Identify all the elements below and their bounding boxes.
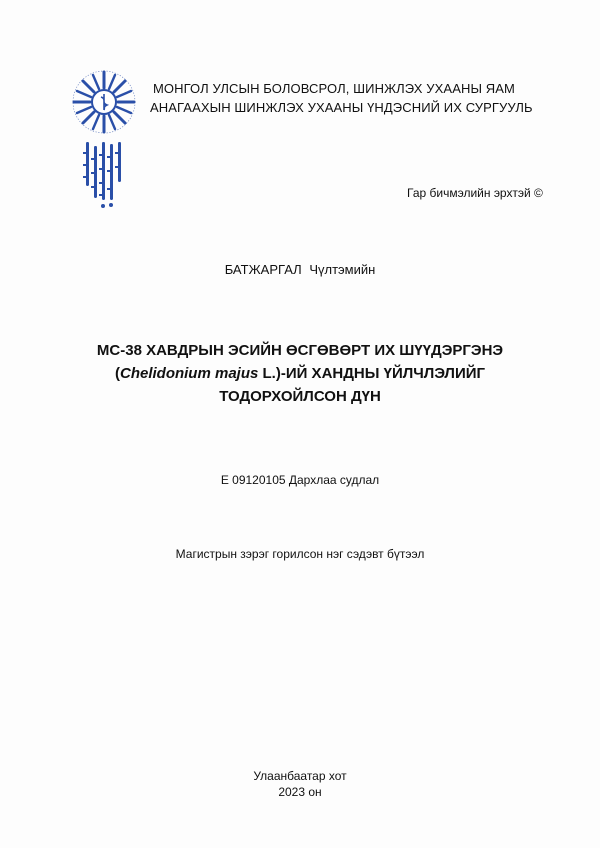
title-line-2 xyxy=(40,362,560,385)
place-and-year xyxy=(0,768,600,800)
year: 2023 он xyxy=(278,785,322,799)
title-paren: ( xyxy=(114,365,120,382)
university-emblem-icon xyxy=(70,68,140,210)
title-line-1: МС-38 ХАВДРЫН ЭСИЙН ӨСГӨВӨРТ ИХ ШҮҮДЭРГЭНЭ xyxy=(96,342,504,359)
copyright-notice: Гар бичмэлийн эрхтэй © xyxy=(407,186,543,200)
emblem-sunburst xyxy=(73,71,135,133)
title-line-3: ТОДОРХОЙЛСОН ДҮН xyxy=(219,388,381,405)
author-given-name: Чүлтэмийн xyxy=(309,262,376,277)
ministry-header xyxy=(150,79,533,117)
author-surname: БАТЖАРГАЛ xyxy=(224,262,302,277)
title-line-2-rest: L.)-ИЙ ХАНДНЫ ҮЙЛЧЛЭЛИЙГ xyxy=(258,365,486,382)
ministry-name: МОНГОЛ УЛСЫН БОЛОВСРОЛ, ШИНЖЛЭХ УХААНЫ ЯАМ xyxy=(153,81,515,96)
university-name: АНАГААХЫН ШИНЖЛЭХ УХААНЫ ҮНДЭСНИЙ ИХ СУРГУУЛЬ xyxy=(150,100,533,115)
species-name: Chelidonium majus xyxy=(119,365,259,382)
city: Улаанбаатар хот xyxy=(253,769,347,783)
author-name xyxy=(0,262,600,277)
thesis-title xyxy=(40,339,560,408)
emblem-mongol-script xyxy=(83,142,121,208)
specialty-code: Е 09120105 Дархлаа судлал xyxy=(220,473,380,487)
degree-statement: Магистрын зэрэг горилсон нэг сэдэвт бүтээл xyxy=(175,547,425,561)
